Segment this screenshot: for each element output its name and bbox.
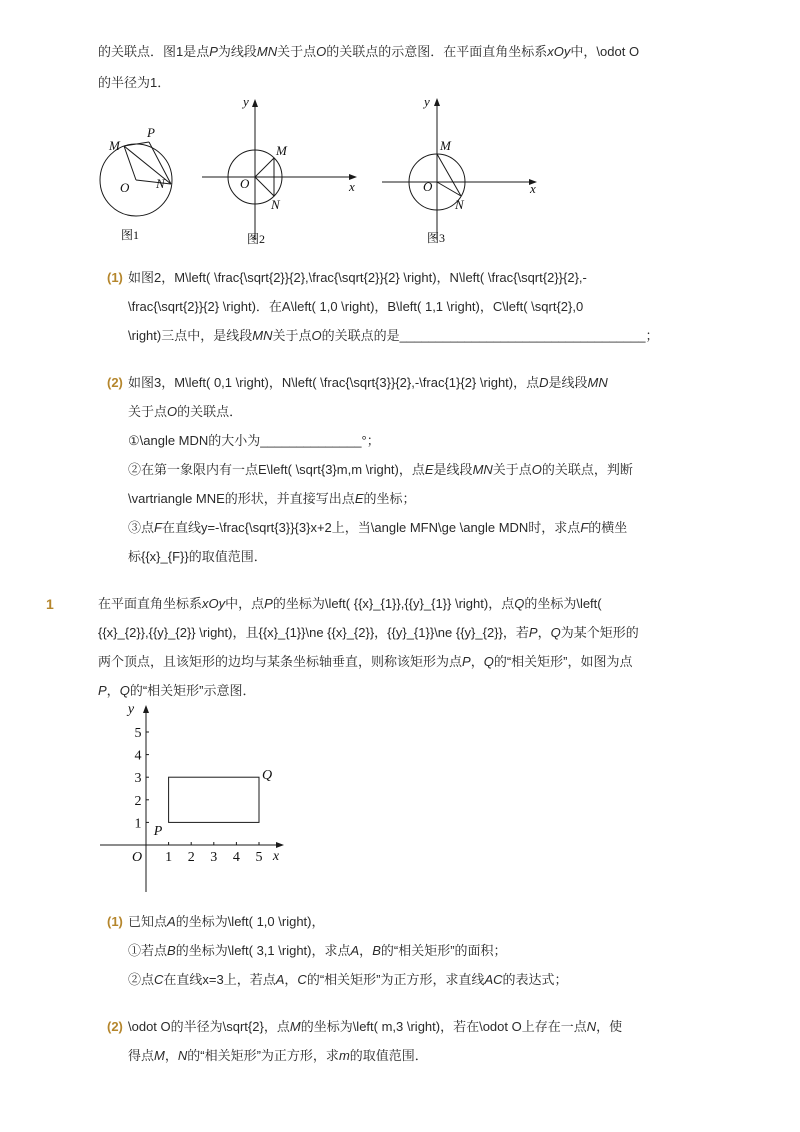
text-run: \odot O的半径为\sqrt{2}，点 [128, 1019, 290, 1034]
text-run: 是线段 [433, 462, 473, 477]
text-run: \vartriangle MNE的形状，并直接写出点 [128, 491, 355, 506]
math-symbol: MN [256, 44, 278, 59]
related-rectangle-figure [90, 695, 300, 900]
math-symbol: O [167, 404, 178, 419]
math-symbol: P [98, 683, 107, 698]
math-symbol: MN [472, 462, 493, 477]
text-run: 关于点 [277, 44, 317, 59]
text-run: {{x}_{2}},{{y}_{2}} \right)，且{{x}_{1}}\ne {{x}_{2}}，{{y}_{1}}\ne {{y}_{2}}，若 [98, 625, 529, 640]
part-line [128, 404, 242, 420]
part-line [128, 299, 583, 315]
math-symbol: A [167, 914, 176, 929]
y-tick-label: 1 [134, 816, 142, 832]
text-run: 的“相关矩形”示意图． [129, 683, 256, 698]
figure-caption: 图1 [121, 228, 140, 242]
text-run: ②在第一象限内有一点E\left( \sqrt{3}m,m \right)，点 [128, 462, 425, 477]
text-run: ， [164, 1048, 178, 1063]
text-run: 中，\odot O [570, 44, 640, 59]
part-line [128, 328, 658, 344]
origin-label: O [131, 850, 143, 865]
text-run: °； [361, 433, 380, 448]
intro-line [98, 44, 639, 60]
label-x: x [349, 179, 355, 194]
math-symbol: A [275, 972, 285, 987]
intro-line [98, 75, 170, 91]
math-symbol: AC [484, 972, 503, 987]
question-number: 1 [46, 596, 54, 612]
text-run: 是线段 [548, 375, 588, 390]
text-run: 两个顶点，且该矩形的边均与某条坐标轴垂直，则称该矩形为点 [98, 654, 463, 669]
text-run: 中，点 [225, 596, 265, 611]
label-o: O [240, 176, 250, 191]
text-run: ①若点 [128, 943, 168, 958]
text-run: ______________ [260, 433, 362, 448]
text-run: __________________________________ [399, 328, 646, 343]
math-symbol: Q [483, 654, 494, 669]
text-run: ， [537, 625, 551, 640]
y-tick-label: 4 [134, 748, 142, 764]
label-o: O [120, 180, 130, 195]
part-line [128, 433, 380, 449]
text-run: 为线段 [217, 44, 257, 59]
math-symbol: A [350, 943, 360, 958]
segment-on [255, 177, 274, 196]
text-run: 的半径为1． [98, 75, 171, 90]
text-run: ②点 [128, 972, 155, 987]
figure-row [0, 90, 560, 250]
label-p: P [147, 125, 155, 140]
text-run: 得点 [128, 1048, 155, 1063]
text-run: \frac{\sqrt{2}}{2} \right)．在A\left( 1,0 \right)，B\left( 1,1 \right)，C\left( \sqrt{2},0 [128, 299, 584, 314]
math-symbol: B [167, 943, 176, 958]
figure-3 [382, 94, 537, 245]
text-run: 的坐标为\left( 3,1 \right)，求点 [175, 943, 351, 958]
text-run: 的取值范围． [349, 1048, 428, 1063]
math-symbol: Q [514, 596, 525, 611]
part-line [128, 462, 633, 478]
y-tick-label: 2 [134, 793, 142, 809]
part-line [128, 270, 587, 286]
math-symbol: Q [119, 683, 130, 698]
label-x: x [530, 181, 536, 196]
text-run: ； [645, 328, 659, 343]
text-run: 的关联点． [177, 404, 243, 419]
text-run: 如图3，M\left( 0,1 \right)，N\left( \frac{\sqrt{3}}{2},-\frac{1}{2} \right)，点 [128, 375, 540, 390]
math-symbol: M [154, 1048, 165, 1063]
text-run: 在直线x=3上，若点 [163, 972, 276, 987]
text-run: 为某个矩形的 [560, 625, 639, 640]
x-axis-label: x [272, 849, 280, 864]
x-tick-label: 2 [187, 850, 195, 865]
x-tick-label: 5 [255, 850, 263, 865]
point-p-label: P [153, 824, 163, 839]
y-tick-label: 3 [134, 771, 142, 787]
y-axis-arrow [143, 705, 149, 713]
part-number: (2) [107, 375, 123, 390]
math-symbol: P [264, 596, 273, 611]
part-line [128, 375, 608, 391]
part-line [128, 972, 568, 988]
math-symbol: P [528, 625, 538, 640]
text-run: ①\angle MDN的大小为 [128, 433, 261, 448]
text-run: 的“相关矩形”，如图为点 [493, 654, 633, 669]
label-m: M [440, 138, 451, 153]
y-axis-label: y [127, 702, 135, 717]
text-run: ， [284, 972, 298, 987]
figure-1 [100, 125, 172, 242]
label-y: y [424, 94, 430, 109]
text-run: 的“相关矩形”的面积； [380, 943, 507, 958]
text-run: 的横坐 [588, 520, 628, 535]
label-n: N [271, 197, 280, 212]
x-tick-label: 1 [165, 850, 173, 865]
math-symbol: P [209, 44, 218, 59]
text-run: 在直线y=-\frac{\sqrt{3}}{3}x+2上，当\angle MFN\ge \angle MDN时，求点 [161, 520, 581, 535]
text-run: \right)三点中，是线段 [128, 328, 253, 343]
math-symbol: F [580, 520, 589, 535]
text-run: 关于点 [128, 404, 168, 419]
label-y: y [243, 94, 249, 109]
text-run: 的关联点．图1是点 [98, 44, 210, 59]
y-axis-arrow [252, 99, 258, 107]
label-o: O [423, 179, 433, 194]
text-run: 的坐标； [363, 491, 416, 506]
figure-caption: 图3 [427, 231, 446, 245]
math-symbol: C [297, 972, 307, 987]
math-symbol: O [311, 328, 322, 343]
math-symbol: P [462, 654, 471, 669]
stem-line [98, 654, 633, 670]
figure-caption: 图2 [247, 232, 266, 246]
text-run: ③点 [128, 520, 155, 535]
part-number: (2) [107, 1019, 123, 1034]
text-run: ， [106, 683, 120, 698]
part-number: (1) [107, 914, 123, 929]
text-run: 在平面直角坐标系 [98, 596, 203, 611]
text-run: 的关联点的是 [321, 328, 400, 343]
math-symbol: E [424, 462, 434, 477]
text-run: 的关联点的示意图．在平面直角坐标系 [326, 44, 548, 59]
text-run: 标{{x}_{F}}的取值范围． [128, 549, 267, 564]
math-symbol: Q [550, 625, 561, 640]
math-symbol: xOy [547, 44, 571, 59]
label-n: N [156, 176, 165, 191]
part-line [128, 943, 507, 959]
text-run: ，使 [596, 1019, 623, 1034]
y-tick-label: 5 [134, 726, 142, 741]
text-run: 关于点 [272, 328, 312, 343]
part-number: (1) [107, 270, 123, 285]
x-axis-arrow [276, 842, 284, 848]
text-run: 的“相关矩形”为正方形，求 [187, 1048, 339, 1063]
part-line [128, 549, 267, 565]
part-line [128, 491, 416, 507]
stem-line [98, 596, 602, 612]
part-line [128, 520, 627, 536]
segment-mn [437, 154, 461, 196]
x-tick-label: 3 [210, 850, 218, 865]
text-run: 的坐标为\left( m,3 \right)，若在\odot O上存在一点 [300, 1019, 587, 1034]
label-m: M [109, 138, 120, 153]
stem-line [98, 625, 639, 641]
segment-on [136, 180, 171, 184]
text-run: 的“相关矩形”为正方形，求直线 [306, 972, 485, 987]
math-symbol: F [154, 520, 162, 535]
part-line [128, 914, 325, 930]
math-symbol: E [354, 491, 364, 506]
text-run: 的关联点，判断 [541, 462, 633, 477]
math-symbol: MN [252, 328, 273, 343]
segment-om [255, 158, 274, 177]
text-run: 关于点 [492, 462, 532, 477]
part-line [128, 1019, 622, 1035]
label-m: M [276, 143, 287, 158]
math-symbol: M [289, 1019, 301, 1034]
text-run: 的坐标为\left( {{x}_{1}},{{y}_{1}} \right)，点 [272, 596, 515, 611]
math-symbol: MN [587, 375, 608, 390]
text-run: ， [359, 943, 373, 958]
y-axis-arrow [434, 98, 440, 106]
math-symbol: N [177, 1048, 188, 1063]
text-run: 的坐标为\left( [524, 596, 602, 611]
text-run: 的表达式； [502, 972, 568, 987]
math-symbol: C [154, 972, 164, 987]
math-symbol: N [586, 1019, 597, 1034]
math-symbol: xOy [202, 596, 226, 611]
math-symbol: m [338, 1048, 350, 1063]
math-symbol: O [316, 44, 327, 59]
figure-2 [202, 94, 357, 246]
related-rectangle [169, 777, 259, 822]
text-run: 如图2，M\left( \frac{\sqrt{2}}{2},\frac{\sqrt{2}}{2} \right)，N\left( \frac{\sqrt{2}}{2},- [128, 270, 587, 285]
x-tick-label: 4 [232, 850, 240, 865]
part-line [128, 1048, 428, 1064]
label-n: N [455, 197, 464, 212]
math-symbol: D [539, 375, 549, 390]
text-run: 的坐标为\left( 1,0 \right)， [175, 914, 325, 929]
math-symbol: O [531, 462, 542, 477]
point-q-label: Q [261, 768, 273, 783]
text-run: 已知点 [128, 914, 168, 929]
text-run: ， [470, 654, 484, 669]
math-symbol: B [372, 943, 381, 958]
